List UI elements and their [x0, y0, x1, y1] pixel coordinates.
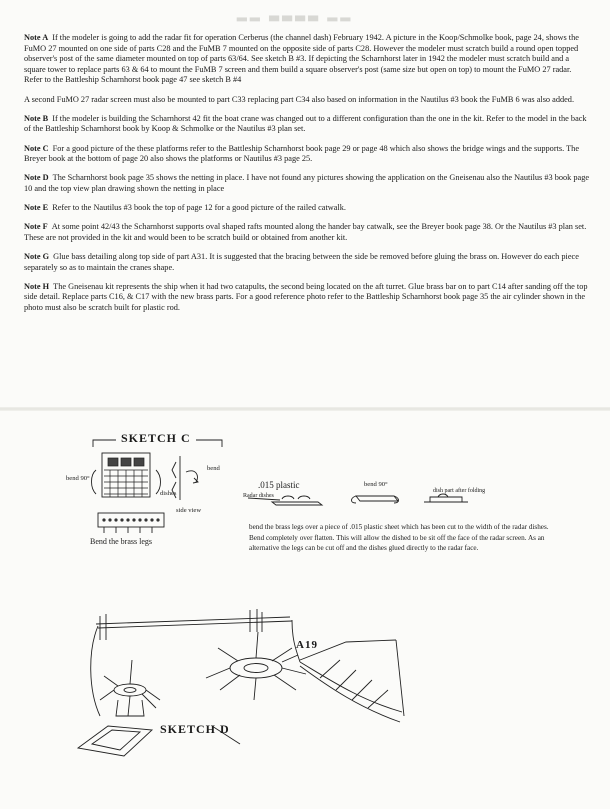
note-g: Note G Glue bass detailing along top side of part A31. It is suggested that the bracing between the side be removed before gluing the brass on. However do each piece separately so as to maintain the cranes shape.	[24, 252, 579, 272]
note-d: Note D The Scharnhorst book page 35 shows the netting in place. I have not found any pictures showing the application on the Gneisenau also the Nautilus #3 book page 10 and the top view plan drawing shown the netting in place	[24, 173, 590, 193]
faded-header-watermark: ▂▂ ▃▃▃▃ ▂▂	[236, 6, 354, 21]
bend-label: bend	[207, 465, 220, 472]
bend-90-left-label: bend 90°	[66, 475, 90, 482]
dish-after-folding-label: dish part after folding	[433, 488, 486, 494]
note-a: Note A If the modeler is going to add the radar fit for operation Cerberus (the channel dash) February 1942. A picture in the Koop/Schmolke book, page 24, shows the FuMO 27 mounted on one side of parts C28 and the FuMB 7 mounted on the opposite side of parts C28. However the modeler must scratch build a round open topped observer's post of the same diameter mounted on top of parts 63/64. See sketch B #3. If depicting the Scharnhorst later in 1942 the modeler must scratch build and a square tower to replace parts 63 & 64 to mount the FuMB 7 screen and them build a square observer's post (same size but open on top) to mount the FuMO 27 radar. Refer to the Battleship Scharnhorst book page 47 see sketch B #4	[24, 33, 579, 85]
note-f: Note F At some point 42/43 the Scharnhorst supports oval shaped rafts mounted along the hander bay catwalk, see the Breyer book page 38. Or the Nautilus #3 plan set. These are not provided in the kit and would been to be scratch build or obtained from another kit.	[24, 222, 587, 242]
note-e: Note E Refer to the Nautilus #3 book the top of page 12 for a good picture of the railed catwalk.	[24, 203, 346, 213]
note-h: Note H The Gneisenau kit represents the ship when it had two catapults, the second being located on the aft turret. Glue brass bar on to part C14 after sanding off the top side detail. Replace parts C16, & C17 with the new brass parts. For a good reference photo refer to the Battleship Scharnhorst book page 35 the air cylinder shown in the photo must also be scratch built for plastic rod.	[24, 281, 588, 313]
plastic-label: .015 plastic	[258, 480, 300, 490]
note-c: Note C For a good picture of the these platforms refer to the Battleship Scharnhorst book page 29 or page 48 which also shows the bridge wings and the supports. The Breyer book at the bottom of page 20 also shows the platforms or Nautilus #3 page 25.	[24, 143, 580, 164]
sketch-d-drawing	[78, 609, 404, 756]
sketch-d-title: SKETCH D	[160, 722, 230, 736]
sketch-c-instructions: bend the brass legs over a piece of .015 plastic sheet which has been cut to the width of the radar dishes. Bend completely over flatten. This will allow the dished to be sit off the face of the radar screen. As an alternative the legs can be cut off and the dishes glued directly to the radar face.	[249, 523, 549, 552]
dishes-label: dishes	[160, 490, 177, 497]
sketch-c-title: SKETCH C	[121, 431, 191, 445]
side-view-label: side view	[176, 507, 202, 514]
part-a19-label: A19	[296, 639, 318, 651]
bend-90-right-label: bend 90°	[364, 481, 388, 488]
radar-dishes-label: Radar dishes	[243, 493, 274, 499]
note-a-continued: A second FuMO 27 radar screen must also be mounted to part C33 replacing part C34 also based on information in the Nautilus #3 book the FuMB 6 was also added.	[24, 94, 575, 104]
bend-brass-legs-label: Bend the brass legs	[90, 537, 152, 546]
note-b: Note B If the modeler is building the Scharnhorst 42 fit the boat crane was changed out to a different configuration than the one in the kit. Refer to the model in the back of the Battleship Scharnhorst book by Koop & Schmolke or the Nautilus #3 plan set.	[24, 113, 587, 134]
